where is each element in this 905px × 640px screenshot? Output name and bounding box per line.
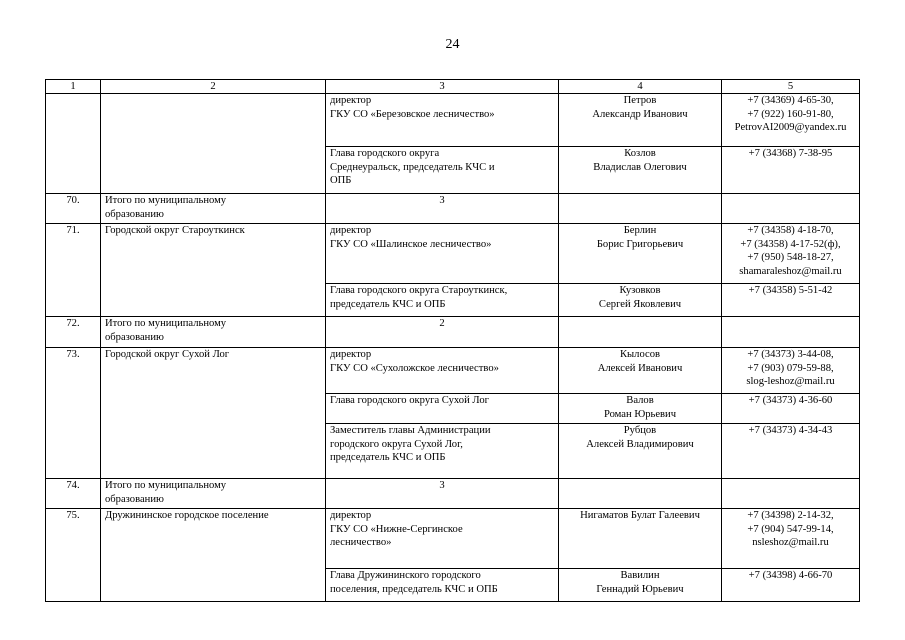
page-number: 24	[445, 37, 460, 52]
row-number: 74.	[46, 479, 101, 509]
person-cell: Кузовков Сергей Яковлевич	[559, 284, 722, 317]
total-count: 3	[326, 194, 559, 224]
municipality-name: Итого по муниципальному образованию	[101, 194, 326, 224]
phone-cell: +7 (34368) 7-38-95	[722, 147, 860, 194]
phone-cell: +7 (34398) 4-66-70	[722, 569, 860, 602]
position-cell: Заместитель главы Администрации городского округа Сухой Лог, председатель КЧС и ОПБ	[326, 424, 559, 479]
municipality-name: Городской округ Староуткинск	[101, 224, 326, 317]
person-cell: Рубцов Алексей Владимирович	[559, 424, 722, 479]
phone-cell: +7 (34398) 2-14-32, +7 (904) 547-99-14, nsleshoz@mail.ru	[722, 509, 860, 569]
header-cell: 5	[722, 80, 860, 94]
row-number: 73.	[46, 348, 101, 479]
person-cell: Петров Александр Иванович	[559, 94, 722, 147]
municipality-name: Городской округ Сухой Лог	[101, 348, 326, 479]
phone-cell: +7 (34373) 3-44-08, +7 (903) 079-59-88, slog-leshoz@mail.ru	[722, 348, 860, 394]
municipality-name: Итого по муниципальному образованию	[101, 479, 326, 509]
person-cell: Козлов Владислав Олегович	[559, 147, 722, 194]
phone-cell	[722, 194, 860, 224]
row-number: 75.	[46, 509, 101, 602]
person-cell: Валов Роман Юрьевич	[559, 394, 722, 424]
header-cell: 3	[326, 80, 559, 94]
person-cell: Нигаматов Булат Галеевич	[559, 509, 722, 569]
table-row	[46, 348, 860, 394]
table-row	[46, 224, 860, 284]
table-row-total	[46, 317, 860, 348]
row-number: 72.	[46, 317, 101, 348]
position-cell: директор ГКУ СО «Сухоложское лесничество»	[326, 348, 559, 394]
phone-cell: +7 (34358) 4-18-70, +7 (34358) 4-17-52(ф), +7 (950) 548-18-27, shamaraleshoz@mail.ru	[722, 224, 860, 284]
header-cell: 1	[46, 80, 101, 94]
position-cell: Глава городского округа Среднеуральск, председатель КЧС и ОПБ	[326, 147, 559, 194]
row-number	[46, 94, 101, 194]
position-cell: директор ГКУ СО «Березовское лесничество»	[326, 94, 559, 147]
table-header-row	[46, 80, 860, 94]
contacts-table	[45, 79, 860, 602]
position-cell: Глава городского округа Сухой Лог	[326, 394, 559, 424]
table-row	[46, 509, 860, 569]
phone-cell: +7 (34373) 4-36-60	[722, 394, 860, 424]
row-number: 70.	[46, 194, 101, 224]
phone-cell	[722, 479, 860, 509]
header-cell: 4	[559, 80, 722, 94]
position-cell: Глава Дружининского городского поселения, председатель КЧС и ОПБ	[326, 569, 559, 602]
person-cell: Кылосов Алексей Иванович	[559, 348, 722, 394]
person-cell	[559, 479, 722, 509]
position-cell: Глава городского округа Староуткинск, председатель КЧС и ОПБ	[326, 284, 559, 317]
person-cell: Берлин Борис Григорьевич	[559, 224, 722, 284]
position-cell: директор ГКУ СО «Нижне-Сергинское лесничество»	[326, 509, 559, 569]
row-number: 71.	[46, 224, 101, 317]
total-count: 2	[326, 317, 559, 348]
position-cell: директор ГКУ СО «Шалинское лесничество»	[326, 224, 559, 284]
phone-cell: +7 (34373) 4-34-43	[722, 424, 860, 479]
person-cell: Вавилин Геннадий Юрьевич	[559, 569, 722, 602]
table-row-total	[46, 479, 860, 509]
municipality-name	[101, 94, 326, 194]
municipality-name: Дружининское городское поселение	[101, 509, 326, 602]
person-cell	[559, 194, 722, 224]
person-cell	[559, 317, 722, 348]
phone-cell: +7 (34358) 5-51-42	[722, 284, 860, 317]
table-row	[46, 94, 860, 147]
total-count: 3	[326, 479, 559, 509]
phone-cell: +7 (34369) 4-65-30, +7 (922) 160-91-80, PetrovAI2009@yandex.ru	[722, 94, 860, 147]
municipality-name: Итого по муниципальному образованию	[101, 317, 326, 348]
table-row-total	[46, 194, 860, 224]
header-cell: 2	[101, 80, 326, 94]
phone-cell	[722, 317, 860, 348]
